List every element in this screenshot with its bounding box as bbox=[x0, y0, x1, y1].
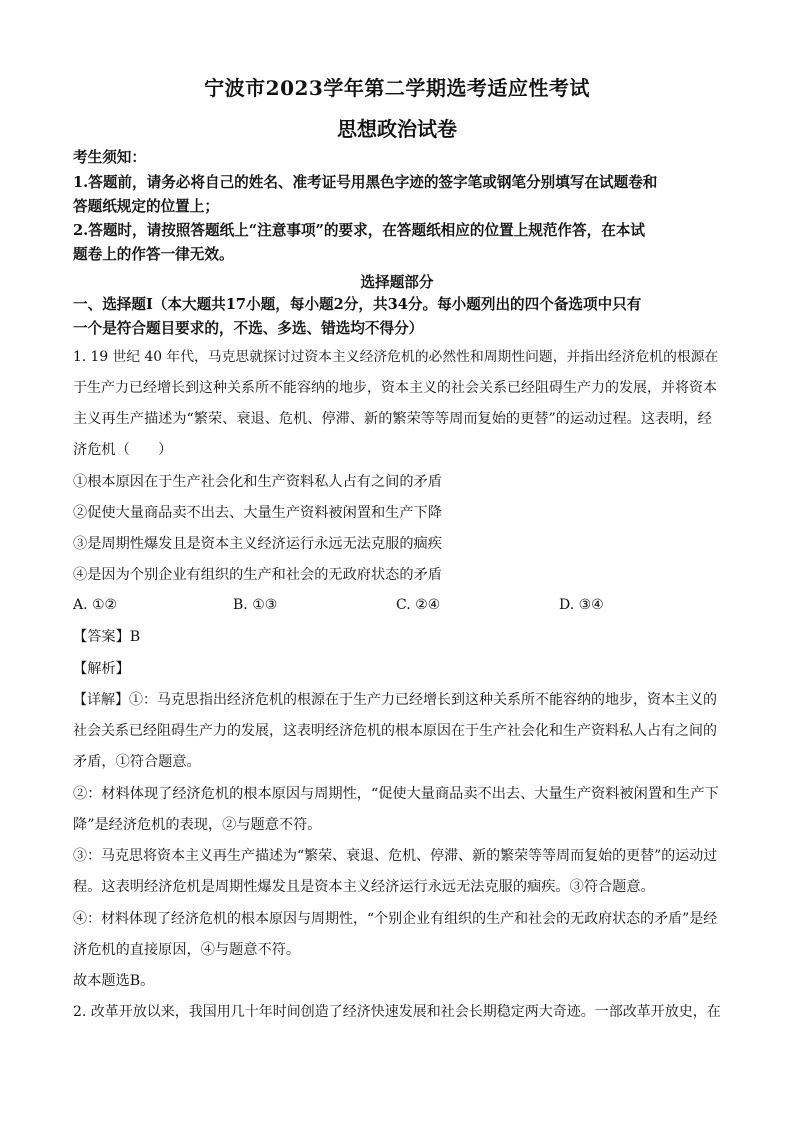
q1-detail-1-line-2: 社会关系已经阻碍生产力的发展，这表明经济危机的根本原因在于生产社会化和生产资料私人占有之间的 bbox=[73, 723, 717, 739]
q1-statement-2: ②促使大量商品卖不出去、大量生产资料被闲置和生产下降 bbox=[73, 505, 442, 521]
q1-detail-4-line-2: 济危机的直接原因，④与题意不符。 bbox=[73, 942, 301, 958]
exam-subtitle: 思想政治试卷 bbox=[337, 117, 457, 141]
q1-statement-4: ④是因为个别企业有组织的生产和社会的无政府状态的矛盾 bbox=[73, 567, 442, 583]
q1-analysis-label: 【解析】 bbox=[73, 661, 130, 677]
q1-detail-2-line-1: ②：材料体现了经济危机的根本原因与周期性，“促使大量商品卖不出去、大量生产资料被闲置和生产下 bbox=[73, 786, 719, 802]
q1-stem-line-1: 1. 19 世纪 40 年代，马克思就探讨过资本主义经济危机的必然性和周期性问题，并指出经济危机的根源在 bbox=[73, 349, 719, 365]
notice-item-2-line-1: 2.答题时，请按照答题纸上“注意事项”的要求，在答题纸相应的位置上规范作答，在本试 bbox=[73, 222, 645, 239]
q1-detail-2-line-2: 降”是经济危机的表现，②与题意不符。 bbox=[73, 817, 322, 833]
q1-statement-1: ①根本原因在于生产社会化和生产资料私人占有之间的矛盾 bbox=[73, 474, 442, 490]
q1-option-d: D. ③④ bbox=[559, 597, 604, 613]
q2-stem-line-1: 2. 改革开放以来，我国用几十年时间创造了经济快速发展和社会长期稳定两大奇迹。一部改革开放史，在 bbox=[73, 1004, 721, 1020]
section-title: 选择题部分 bbox=[360, 274, 434, 291]
q1-detail-3-line-1: ③：马克思将资本主义再生产描述为“繁荣、衰退、危机、停滞、新的繁荣等等周而复始的更替”的运动过 bbox=[73, 848, 718, 864]
q1-detail-3-line-2: 程。这表明经济危机是周期性爆发且是资本主义经济运行永远无法克服的痼疾。③符合题意。 bbox=[73, 879, 655, 895]
part1-instruction-line-1: 一、选择题Ⅰ（本大题共17小题，每小题2分，共34分。每小题列出的四个备选项中只有 bbox=[73, 296, 642, 313]
notice-item-1-line-2: 答题纸规定的位置上； bbox=[73, 198, 219, 215]
q1-option-c: C. ②④ bbox=[396, 597, 441, 613]
q1-detail-4-line-1: ④：材料体现了经济危机的根本原因与周期性，“个别企业有组织的生产和社会的无政府状态的矛盾”是经 bbox=[73, 911, 718, 927]
q1-conclusion: 故本题选B。 bbox=[73, 973, 155, 989]
notice-item-2-line-2: 题卷上的作答一律无效。 bbox=[73, 246, 234, 263]
notice-item-1-line-1: 1.答题前，请务必将自己的姓名、准考证号用黑色字迹的签字笔或钢笔分别填写在试题卷和 bbox=[73, 174, 658, 191]
part1-instruction-line-2: 一个是符合题目要求的，不选、多选、错选均不得分） bbox=[73, 320, 424, 337]
q1-stem-line-3: 主义再生产描述为“繁荣、衰退、危机、停滞、新的繁荣等等周而复始的更替”的运动过程。这表明，经 bbox=[73, 411, 712, 427]
q1-detail-1-line-1: 【详解】①：马克思指出经济危机的根源在于生产力已经增长到这种关系所不能容纳的地步，资本主义的 bbox=[73, 692, 717, 708]
exam-title: 宁波市2023学年第二学期选考适应性考试 bbox=[204, 76, 590, 100]
q1-detail-1-line-3: 矛盾，①符合题意。 bbox=[73, 754, 201, 770]
q1-option-b: B. ①③ bbox=[233, 597, 278, 613]
q1-stem-line-4: 济危机（ ） bbox=[73, 442, 173, 458]
q1-answer: 【答案】B bbox=[73, 629, 141, 645]
q1-option-a: A. ①② bbox=[73, 597, 118, 613]
q1-statement-3: ③是周期性爆发且是资本主义经济运行永远无法克服的痼疾 bbox=[73, 536, 442, 552]
q1-stem-line-2: 于生产力已经增长到这种关系所不能容纳的地步，资本主义的社会关系已经阻碍生产力的发展，并将资本 bbox=[73, 380, 717, 396]
notice-heading: 考生须知： bbox=[73, 149, 146, 166]
